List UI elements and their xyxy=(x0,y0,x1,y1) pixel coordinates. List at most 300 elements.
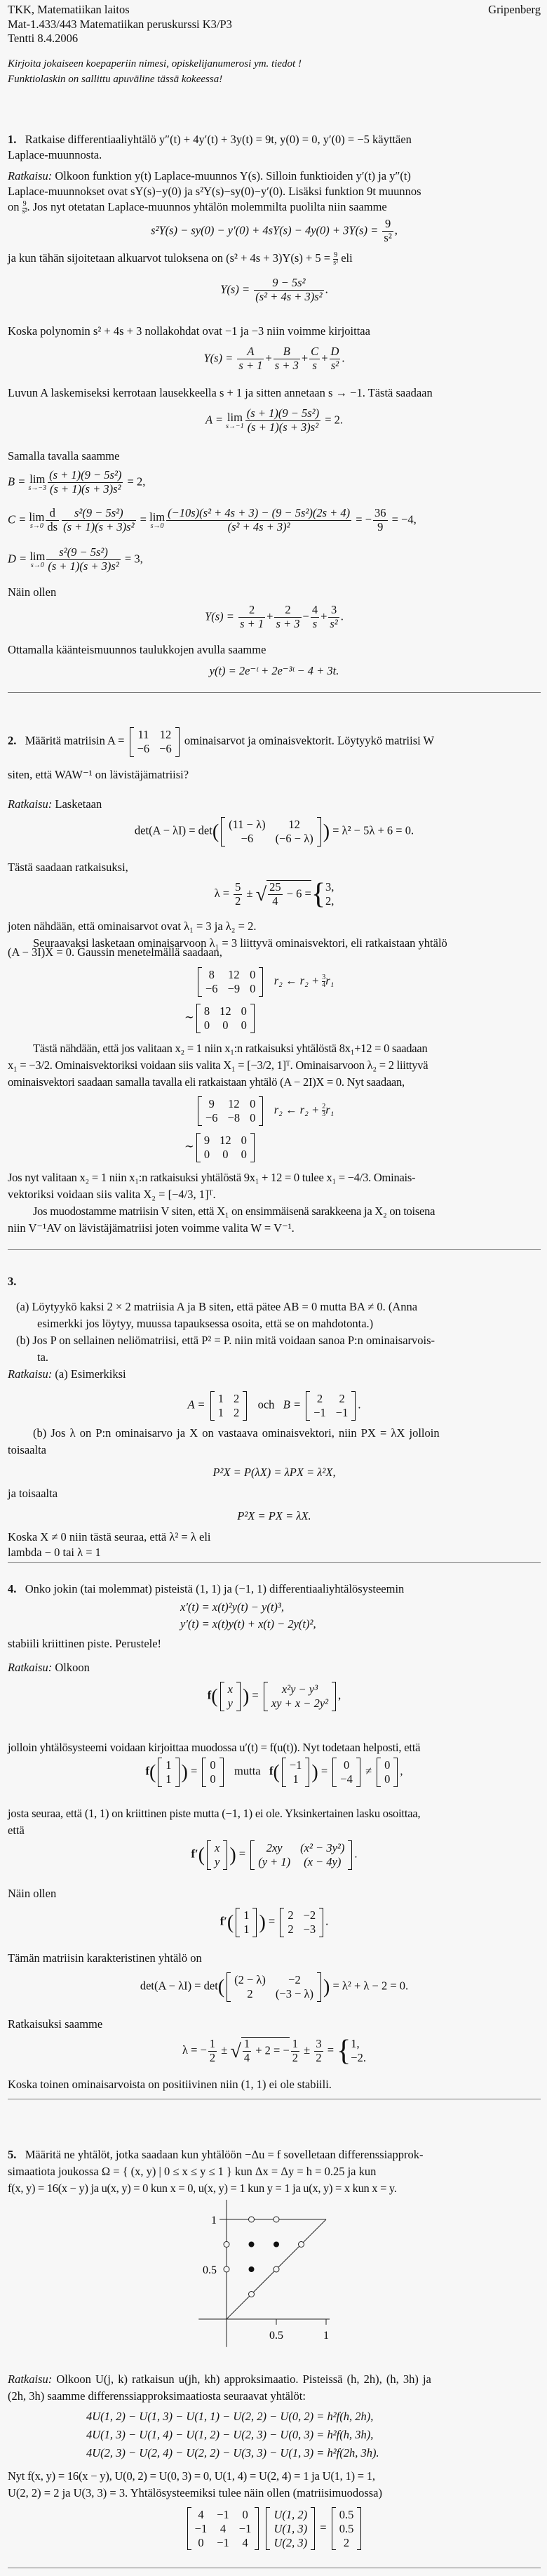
math: lim xyxy=(29,472,46,486)
math: = −4, xyxy=(389,512,417,526)
boundary-point xyxy=(274,2266,279,2272)
math: det(A − λI) = det xyxy=(134,823,212,837)
math: s xyxy=(312,358,317,372)
question-text: Ratkaise differentiaaliyhtälö y″(t) + 4y′(t) + 3y(t) = 9t, y(0) = 0, y′(0) = −5 käyttäen xyxy=(25,133,412,146)
math: 4 xyxy=(311,603,318,616)
cell: (11 − λ) xyxy=(229,818,266,831)
matrix xyxy=(187,2507,259,2550)
cell: 2 xyxy=(233,1405,240,1419)
math: 5 xyxy=(235,879,241,894)
cell: U(1, 2) xyxy=(274,2508,308,2521)
problem-number: 1. xyxy=(8,133,17,146)
matrix xyxy=(306,1391,356,1421)
difference-equations xyxy=(86,2408,507,2462)
question-text: Onko jokin (tai molemmat) pisteistä (1, 1) ja (−1, 1) differentiaaliyhtälösysteemin xyxy=(25,1582,405,1595)
equation: det(A − λI) = det( (11 − λ) 12 −6 (−6 − λ) ) = λ² − 5λ + 6 = 0. xyxy=(134,818,414,845)
math: s²Y(s) − sy(0) − y′(0) + 4sY(s) − 4y(0) + 3Y(s) = xyxy=(151,223,381,237)
divider xyxy=(8,1562,541,1563)
equation: 4U(2, 3) − U(2, 4) − U(2, 2) − U(3, 3) − U(1, 3) = h²f(2h, 3h). xyxy=(86,2446,379,2459)
row-operation: r₂ ← r₂ + xyxy=(274,1103,323,1117)
math: 2 xyxy=(292,2050,298,2064)
cell: 0 xyxy=(203,1018,210,1032)
math: ≠ xyxy=(365,1764,372,1778)
instructions xyxy=(8,56,541,87)
question-text: f(x, y) = 16(x − y) ja u(x, y) = 0 kun x = 0, u(x, y) = 1 kun y = 1 ja u(x, y) = x kun x = y. xyxy=(8,2182,397,2195)
math: = xyxy=(324,2043,337,2057)
matrix xyxy=(332,2507,362,2550)
text: lambda − 0 tai λ = 1 xyxy=(8,1546,101,1559)
matrix xyxy=(250,1840,352,1870)
equation: f( x y ) = x²y − y³ xy + x − 2y² , xyxy=(207,1682,342,1710)
math: λ = xyxy=(214,887,233,901)
cell: 2 xyxy=(343,2535,350,2549)
math: lim xyxy=(227,410,243,424)
cell: 12 xyxy=(228,968,240,981)
text: eli xyxy=(338,251,353,265)
text: ja kun tähän sijoitetaan alkuarvot tuloksena on (s² + 4s + 3)Y(s) + 5 = $\frac{9}{\text{s²}}$ eli xyxy=(8,251,353,267)
equation: f( 1 1 ) = 0 0 mutta f( −1 1 ) = 0 −4 ≠ 0 0 , xyxy=(145,1758,403,1786)
problem-4-question xyxy=(8,1582,541,1597)
cell: y xyxy=(215,1854,220,1868)
cell: 0 xyxy=(250,968,256,981)
cell: 12 xyxy=(220,1004,231,1018)
matrix xyxy=(377,1758,398,1787)
cell: 4 xyxy=(242,2535,248,2549)
text: mutta xyxy=(234,1764,261,1778)
cell: 0 xyxy=(343,1758,350,1772)
solution-label: Ratkaisu: xyxy=(8,169,53,182)
cell: (x² − 3y²) xyxy=(300,1841,345,1854)
text: (b) Jos λ on P:n ominaisarvo ja X on vastaava ominaisvektori, niin PX = λX jolloin xyxy=(33,1426,440,1440)
equation: P²X = P(λX) = λPX = λ²X, xyxy=(212,1466,336,1479)
text: Näin ollen xyxy=(8,1887,57,1900)
text: ominaisvektori saadaan samalla tavalla eli ratkaistaan yhtälö (A − 2I)X = 0. Nyt saadaan, xyxy=(8,1075,405,1089)
ode-system xyxy=(180,1599,461,1633)
math: D xyxy=(330,345,339,358)
math: (s + 1)(s + 3)s² xyxy=(247,420,319,434)
divider xyxy=(8,692,541,693)
cell: 11 xyxy=(137,728,149,741)
matrix xyxy=(221,817,321,847)
question-text: siten, että WAW⁻¹ on lävistäjämatriisi? xyxy=(8,768,189,781)
cell: (x − 4y) xyxy=(304,1854,342,1868)
x-tick-label: 1 xyxy=(323,2330,329,2342)
math: f′ xyxy=(191,1847,198,1861)
cell: 12 xyxy=(220,1134,231,1147)
math: Y(s) = xyxy=(220,282,253,296)
text: . Jos nyt otetatan Laplace-muunnos yhtälön molemmilta puolilta niin saamme xyxy=(27,200,387,213)
cell: −1 xyxy=(289,1758,302,1772)
math: 2 xyxy=(209,2050,216,2064)
text: toisaalta xyxy=(8,1443,46,1456)
cell: 0.5 xyxy=(339,2508,354,2521)
boundary-point xyxy=(249,2292,255,2297)
equation: s²Y(s) − sy(0) − y′(0) + 4sY(s) − 4y(0) + 3Y(s) = $\frac{9}{\text{s²}}$ , xyxy=(151,217,398,244)
math: s→0 xyxy=(30,561,44,569)
problem-number: 5. xyxy=(8,2148,17,2161)
course-title: Mat-1.433/443 Matematiikan peruskurssi K3/P3 xyxy=(8,17,232,31)
cell: U(2, 3) xyxy=(274,2535,308,2549)
equation: Y(s) = $\frac{2}{s + 1}$ + $\frac{2}{s + 3}$ − $\frac{4}{s}$ + $\frac{3}{\text{s²}}$ . xyxy=(205,603,344,630)
cell: 1 xyxy=(292,1772,299,1786)
math: 2 xyxy=(235,894,241,908)
cell: xy + x − 2y² xyxy=(271,1696,329,1710)
math: s xyxy=(312,616,318,630)
matrix xyxy=(202,1758,223,1787)
cell: 2 xyxy=(247,1986,253,2000)
math: f xyxy=(145,1764,149,1778)
text xyxy=(8,1661,541,1675)
math: 3 xyxy=(328,604,339,618)
gauss-step-4 xyxy=(184,1133,395,1162)
equation: A = 1 2 1 2 och B = 2 2 −1 −1 . xyxy=(187,1392,361,1419)
equation xyxy=(8,546,541,573)
math: lim xyxy=(149,510,166,524)
math: Y(s) = xyxy=(205,609,238,623)
math: 1, xyxy=(351,2037,360,2051)
equation: 4U(1, 3) − U(1, 4) − U(1, 2) − U(2, 3) − U(0, 3) = h²f(h, 3h), xyxy=(86,2428,374,2441)
math: f′ xyxy=(220,1914,227,1928)
problem-3-question xyxy=(16,1299,541,1366)
instruction-1: Kirjoita jokaiseen koepaperiin nimesi, opiskelijanumerosi ym. tiedot ! xyxy=(8,58,302,69)
cell: (y + 1) xyxy=(258,1854,291,1868)
matrix xyxy=(264,1682,336,1711)
math: ds xyxy=(47,519,58,533)
boundary-point xyxy=(299,2242,304,2248)
cell: 0 xyxy=(203,1147,210,1161)
cell: 12 xyxy=(288,818,300,831)
question-text: (b) Jos P on sellainen neliömatriisi, että P² = P. niin mitä voidaan sanoa P:n ominaisarvois- xyxy=(16,1334,435,1347)
cell: −1 xyxy=(217,2508,229,2521)
math: D = xyxy=(8,552,30,566)
math: + 2 = − xyxy=(252,2043,290,2057)
text: Ratkaisuksi saamme xyxy=(8,2017,103,2031)
text: Tämän matriisin karakteristinen yhtälö on xyxy=(8,1951,202,1965)
cell: −2 xyxy=(303,1908,316,1922)
math: s + 3 xyxy=(276,616,300,630)
math: −2. xyxy=(351,2051,366,2065)
cell: (2 − λ) xyxy=(234,1973,266,1986)
text: (A − 3I)X = 0. Gaussin menetelmällä saadaan, xyxy=(8,945,222,959)
matrix xyxy=(227,1972,321,2002)
math: = xyxy=(137,512,150,526)
grid-figure xyxy=(175,2200,330,2347)
cell: 0 xyxy=(384,1772,391,1786)
cell: 2xy xyxy=(266,1841,283,1854)
cell: 0 xyxy=(250,1110,256,1124)
cell: 2 xyxy=(339,1392,345,1405)
cell: −3 xyxy=(303,1922,316,1936)
cell: 0 xyxy=(242,2508,248,2521)
divider xyxy=(8,1249,541,1250)
cell: −6 xyxy=(137,741,150,755)
cell: 0 xyxy=(250,1097,256,1110)
math: 9 − 5s² xyxy=(254,277,323,291)
text: on xyxy=(8,200,22,213)
row-operation: r₂ ← r₂ + xyxy=(274,974,323,988)
problem-number: 3. xyxy=(8,1275,17,1288)
math: Y(s) = xyxy=(203,351,236,365)
cell: 2 xyxy=(316,1392,323,1405)
gauss-step-1 xyxy=(196,967,476,997)
math: = 2. xyxy=(322,413,344,427)
cell: 9 xyxy=(203,1134,210,1147)
text: x₁ = −3/2. Ominaisvektoriksi voidaan siis valita X₁ = [−3/2, 1]ᵀ. Ominaisarvoon λ₂ = 2 liittyvä xyxy=(8,1058,428,1072)
math: A = xyxy=(187,1397,208,1412)
matrix xyxy=(198,1096,263,1126)
question-text: simaatiota joukossa Ω = { (x, y) | 0 ≤ x ≤ y ≤ 1 } kun Δx = Δy = h = 0.25 ja kun xyxy=(8,2165,377,2178)
text: ja toisaalta xyxy=(8,1487,58,1500)
cell: 0 xyxy=(241,1018,247,1032)
matrix xyxy=(207,1840,227,1870)
math: = 2, xyxy=(124,474,146,489)
matrix xyxy=(236,1908,257,1937)
math: B = xyxy=(283,1397,304,1412)
math: 25 xyxy=(269,880,281,894)
text xyxy=(8,1367,541,1382)
math: 3 xyxy=(322,1110,326,1119)
math: (s² + 4s + 3)s² xyxy=(255,289,323,303)
interior-point xyxy=(249,2242,255,2248)
cell: −6 xyxy=(205,1110,218,1124)
math: = − xyxy=(353,512,372,526)
text: Koska polynomin s² + 4s + 3 nollakohdat ovat −1 ja −3 niin voimme kirjoittaa xyxy=(8,324,370,338)
math: C xyxy=(311,345,319,358)
math: (−10s)(s² + 4s + 3) − (9 − 5s²)(2s + 4) xyxy=(168,506,351,519)
cell: −1 xyxy=(194,2521,208,2535)
math: (s + 1)(9 − 5s²) xyxy=(246,406,320,420)
math: s²(9 − 5s²) xyxy=(46,546,120,560)
text: joten nähdään, että ominaisarvot ovat λ₁ = 3 ja λ₂ = 2. xyxy=(8,919,257,933)
math: 3 xyxy=(316,2036,322,2050)
text: Jos muodostamme matriisin V siten, että X₁ on ensimmäisenä sarakkeena ja X₂ on toisena xyxy=(33,1204,435,1218)
text: että xyxy=(8,1824,25,1837)
cell: −2 xyxy=(288,1973,301,1986)
math: 2, xyxy=(325,894,335,908)
math: (s + 1)(s + 3)s² xyxy=(50,482,121,496)
question-text: ominaisarvot ja ominaisvektorit. Löytyykö matriisi W xyxy=(181,733,435,748)
text: josta seuraa, että (1, 1) on kriittinen piste mutta (−1, 1) ei ole. Yksinkertainen lasku osoittaa, xyxy=(8,1807,421,1820)
math: A = xyxy=(205,413,227,427)
text: Näin ollen xyxy=(8,585,57,599)
math: s + 1 xyxy=(238,358,263,372)
cell: 0 xyxy=(198,2535,204,2549)
math: 1 xyxy=(243,2037,250,2051)
math: s + 3 xyxy=(274,358,299,372)
text: Koska toinen ominaisarvoista on positiivinen niin (1, 1) ei ole stabiili. xyxy=(8,2078,332,2091)
math: lim xyxy=(29,510,45,524)
question-text: Laplace-muunnosta. xyxy=(8,148,102,161)
equation xyxy=(8,407,541,434)
matrix xyxy=(266,2507,315,2550)
math: (s + 1)(s + 3)s² xyxy=(48,559,119,573)
text: (a) Esimerkiksi xyxy=(52,1367,126,1381)
math: s→0 xyxy=(29,522,43,530)
math: 2 xyxy=(322,1103,326,1111)
text: Tästä saadaan ratkaisuksi, xyxy=(8,861,128,874)
gauss-step-2 xyxy=(184,1004,395,1033)
math: B xyxy=(274,345,300,359)
cell: x²y − y³ xyxy=(281,1682,318,1696)
cell: 12 xyxy=(159,728,172,741)
equation: y′(t) = x(t)y(t) + x(t) − 2y(t)², xyxy=(180,1617,316,1631)
equation: Y(s) = $\frac{A}{s + 1}$ + $\frac{B}{s + 3}$ + $\frac{C}{s}$ + $\frac{D}{\text{s²}}$ . xyxy=(203,345,345,372)
problem-1-question xyxy=(8,132,541,163)
math: = 3, xyxy=(121,552,143,566)
x-tick-label: 0.5 xyxy=(269,2330,283,2342)
math: s→−1 xyxy=(226,422,244,430)
cell: −9 xyxy=(227,981,241,995)
equation: f′( 1 1 ) = 2 −2 2 −3 . xyxy=(220,1908,329,1936)
cell: 12 xyxy=(228,1097,240,1110)
problem-5-solution-intro xyxy=(8,2371,541,2405)
cell: 1 xyxy=(166,1772,172,1786)
cell: 0.5 xyxy=(339,2521,354,2535)
question-text: ta. xyxy=(37,1350,49,1364)
question-text: stabiili kriittinen piste. Perustele! xyxy=(8,1637,162,1650)
math: 9 xyxy=(377,519,384,533)
math: 2 xyxy=(274,604,301,618)
math: ± xyxy=(301,2043,313,2057)
question-text: Määritä matriisin A = xyxy=(25,733,128,748)
document-header xyxy=(8,3,541,46)
math: ± xyxy=(218,2043,231,2057)
text: Nyt f(x, y) = 16(x − y), U(0, 2) = U(0, 3) = 0, U(1, 4) = U(2, 4) = 1 ja U(1, 1) = 1, xyxy=(8,2469,375,2483)
text: Luvun A laskemiseksi kerrotaan lausekkeella s + 1 ja sitten annetaan s → −1. Tästä saadaan xyxy=(8,386,433,399)
cell: x xyxy=(227,1682,233,1696)
text: jolloin yhtälösysteemi voidaan kirjoittaa muodossa u′(t) = f(u(t)). Nyt todetaan helposti, että xyxy=(8,1741,421,1754)
cell: 0 xyxy=(384,1758,391,1772)
matrix xyxy=(332,1758,360,1787)
boundary-point xyxy=(224,2266,229,2272)
cell: 0 xyxy=(222,1147,229,1161)
matrix xyxy=(158,1758,179,1787)
math: s→−3 xyxy=(28,484,47,492)
problem-number: 2. xyxy=(8,733,17,748)
cell: 4 xyxy=(220,2521,227,2535)
department: TKK, Matematiikan laitos xyxy=(8,3,130,16)
y-tick-label: 0.5 xyxy=(203,2264,217,2276)
math: 36 xyxy=(374,506,386,519)
cell: y xyxy=(227,1696,233,1710)
figure-content xyxy=(198,2200,330,2347)
cell: 0 xyxy=(222,1018,229,1032)
cell: 9 xyxy=(208,1097,215,1110)
equation: λ = − $\frac{1}{2}$ ± √ $\frac{1}{4}$ + 2 = − $\frac{1}{2}$ ± $\frac{3}{2}$ = { 1, −2. xyxy=(182,2035,366,2067)
math: 3, xyxy=(325,880,335,894)
cell: 1 xyxy=(217,1405,224,1419)
problem-1-solution-intro: Ratkaisu: Olkoon funktion y(t) Laplace-muunnos Y(s). Silloin funktioiden y′(t) ja y″(t) Laplace-muunnokset ovat sY(s)−y(0) ja s²Y(s)−sy(0)−y′(0). Lisäksi funktion 9t muunnos on $\frac{9}{\text{s²}}$ . Jos nyt otetatan Laplace-muunnos yhtälön molemmilta puolilta niin saamme xyxy=(8,168,541,215)
math: det(A − λI) = det xyxy=(140,1979,218,1993)
solution-label: Ratkaisu: xyxy=(8,797,53,811)
cell: −8 xyxy=(227,1110,241,1124)
instruction-2: Funktiolaskin on sallittu apuväline tässä kokeessa! xyxy=(8,74,223,85)
matrix xyxy=(196,1004,255,1033)
text: Ottamalla käänteismuunnos taulukkojen avulla saamme xyxy=(8,643,266,656)
question-text: (a) Löytyykö kaksi 2 × 2 matriisia A ja B siten, että pätee AB = 0 mutta BA ≠ 0. (Anna xyxy=(16,1300,418,1313)
matrix xyxy=(196,1133,255,1162)
math: = λ² + λ − 2 = 0. xyxy=(330,1979,409,1993)
text: (2h, 3h) saamme differenssiapproksimaatiosta seuraavat yhtälöt: xyxy=(8,2389,306,2403)
math: = xyxy=(320,2521,327,2535)
cell: −1 xyxy=(335,1405,349,1419)
equation: λ = $\frac{5}{2}$ ± √ $\frac{25}{4}$ − 6 ={ 3, 2, xyxy=(214,878,335,910)
equation: P²X = PX = λX. xyxy=(237,1509,311,1522)
gauss-step-3 xyxy=(196,1096,476,1126)
question-text: esimerkki jos löytyy, muussa tapauksessa osoita, että se on mahdotonta.) xyxy=(37,1317,374,1330)
math: λ = − xyxy=(182,2043,207,2057)
math: r₁ xyxy=(325,1103,335,1117)
math: s²(9 − 5s²) xyxy=(62,507,135,521)
equation: f′( x y ) = 2xy (x² − 3y²) (y + 1) (x − 4y) . xyxy=(191,1841,358,1868)
boundary-point xyxy=(274,2217,279,2222)
cell: −6 xyxy=(205,981,218,995)
cell: −1 xyxy=(217,2535,229,2549)
text: Lasketaan xyxy=(52,797,102,811)
problem-5-question xyxy=(8,2146,541,2197)
math: f xyxy=(207,1688,212,1702)
question-text: Määritä ne yhtälöt, jotka saadaan kun yhtälöön −Δu = f sovelletaan differenssiapprok- xyxy=(25,2148,424,2161)
text: Olkoon U(j, k) ratkaisun u(jh, kh) approksimaatio. Pisteissä (h, 2h), (h, 3h) ja xyxy=(52,2372,431,2386)
math: r₁ xyxy=(325,974,335,988)
equation: Y(s) = $\frac{\text{9 − 5s²}}{\text{(s² + 4s + 3)s²}}$ . xyxy=(220,276,328,303)
equation: det(A − λI) = det( (2 − λ) −2 2 (−3 − λ) ) = λ² + λ − 2 = 0. xyxy=(140,1973,409,2000)
equation xyxy=(8,469,541,496)
cell: 1 xyxy=(166,1758,172,1772)
solution-label: Ratkaisu: xyxy=(8,1661,53,1674)
math: 4 xyxy=(322,981,326,990)
math: 4 xyxy=(272,894,278,908)
text xyxy=(8,797,541,812)
cell: 1 xyxy=(217,1392,224,1405)
boundary-point xyxy=(249,2217,255,2222)
text: niin V⁻¹AV on lävistäjämatriisi joten voimme valita W = V⁻¹. xyxy=(8,1221,295,1235)
math: d xyxy=(46,507,59,521)
interior-point xyxy=(249,2266,255,2272)
math: f xyxy=(269,1764,274,1778)
solution-label: Ratkaisu: xyxy=(8,2372,53,2386)
matrix xyxy=(220,1682,241,1711)
math: 1 xyxy=(292,2036,298,2050)
math: s² xyxy=(330,616,338,630)
cell: −4 xyxy=(340,1772,353,1786)
cell: 1 xyxy=(243,1922,250,1936)
math: B = xyxy=(8,474,29,489)
cell: (−3 − λ) xyxy=(275,1986,314,2000)
cell: 2 xyxy=(288,1908,294,1922)
cell: 4 xyxy=(198,2508,204,2521)
text: Samalla tavalla saamme xyxy=(8,449,120,463)
text: U(2, 2) = 2 ja U(3, 3) = 3. Yhtälösysteemiksi tulee näin ollen (matriisimuodossa) xyxy=(8,2486,382,2499)
cell: 0 xyxy=(210,1772,216,1786)
math: = λ² − 5λ + 6 = 0. xyxy=(330,823,414,837)
text: vektoriksi voidaan siis valita X₂ = [−4/3, 1]ᵀ. xyxy=(8,1188,216,1201)
exam-date: Tentti 8.4.2006 xyxy=(8,32,79,46)
matrix xyxy=(282,1758,310,1787)
cell: −1 xyxy=(313,1405,326,1419)
text: ja kun tähän sijoitetaan alkuarvot tuloksena on (s² + 4s + 3)Y(s) + 5 = xyxy=(8,251,334,265)
math: − 6 = xyxy=(283,887,311,901)
text: Koska X ≠ 0 niin tästä seuraa, että λ² = λ eli xyxy=(8,1530,211,1543)
cell: −1 xyxy=(238,2521,252,2535)
math: 1 xyxy=(209,2036,216,2050)
math: ± xyxy=(243,887,256,901)
cell: x xyxy=(215,1841,220,1854)
math: 2 xyxy=(316,2050,322,2064)
interior-point xyxy=(274,2242,279,2248)
cell: U(1, 3) xyxy=(274,2521,308,2535)
cell: 2 xyxy=(233,1392,240,1405)
